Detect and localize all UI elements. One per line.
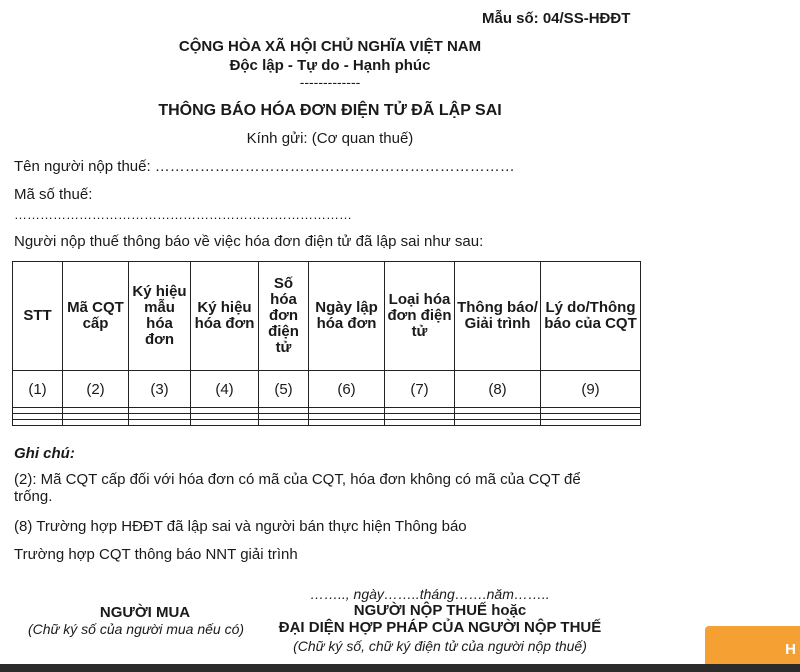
col-header-invoice-symbol: Ký hiệu hóa đơn <box>191 262 259 371</box>
table-cell <box>63 420 129 426</box>
table-cell <box>191 420 259 426</box>
table-header-row <box>13 262 641 371</box>
col-header-explanation: Thông báo/ Giải trình <box>455 262 541 371</box>
bottom-bar <box>0 664 800 672</box>
table-cell <box>13 420 63 426</box>
table-cell: (7) <box>385 371 455 408</box>
greeting-line: Kính gửi: (Cơ quan thuế) <box>246 130 414 147</box>
national-motto: Độc lập - Tự do - Hạnh phúc <box>229 57 431 74</box>
taxpayer-title-2: ĐẠI DIỆN HỢP PHÁP CỦA NGƯỜI NỘP THUẾ <box>278 619 602 636</box>
table-cell: (5) <box>259 371 309 408</box>
col-header-stt: STT <box>13 262 63 371</box>
table-cell <box>259 420 309 426</box>
col-header-reason: Lý do/Thông báo của CQT <box>541 262 641 371</box>
tax-code-dots: …………………………………………………………………… <box>14 207 352 222</box>
col-header-invoice-type: Loại hóa đơn điện tử <box>385 262 455 371</box>
buyer-title: NGƯỜI MUA <box>99 604 191 621</box>
note-8b: Trường hợp CQT thông báo NNT giải trình <box>14 546 298 563</box>
note-8: (8) Trường hợp HĐĐT đã lập sai và người bán thực hiện Thông báo <box>14 518 467 535</box>
tax-code-label: Mã số thuế: <box>14 186 93 203</box>
table-cell: (9) <box>541 371 641 408</box>
notes-heading: Ghi chú: <box>14 445 75 462</box>
buyer-note: (Chữ ký số của người mua nếu có) <box>27 621 245 637</box>
table-row <box>13 420 641 426</box>
taxpayer-title-1: NGƯỜI NỘP THUẾ hoặc <box>353 602 527 619</box>
signature-date-line: …….., ngày……..tháng…….năm…….. <box>310 586 550 602</box>
table-cell: (8) <box>455 371 541 408</box>
table-row <box>13 371 641 408</box>
table-cell <box>129 420 191 426</box>
col-header-invoice-number: Số hóa đơn điện tử <box>259 262 309 371</box>
table-cell: (4) <box>191 371 259 408</box>
national-name: CỘNG HÒA XÃ HỘI CHỦ NGHĨA VIỆT NAM <box>178 38 482 55</box>
form-code: Mẫu số: 04/SS-HĐĐT <box>482 10 631 27</box>
col-header-template-symbol: Ký hiệu mẫu hóa đơn <box>129 262 191 371</box>
taxpayer-name-field: Tên người nộp thuế: ……………………………………………………………… <box>14 158 515 175</box>
table-cell: (3) <box>129 371 191 408</box>
floating-action-button[interactable]: H <box>705 626 800 672</box>
note-2: (2): Mã CQT cấp đối với hóa đơn có mã của CQT, hóa đơn không có mã của CQT để trống. <box>14 471 581 505</box>
header-divider: ------------- <box>299 74 361 90</box>
table-cell <box>385 420 455 426</box>
table-cell: (1) <box>13 371 63 408</box>
invoice-table <box>12 261 640 426</box>
document-title: THÔNG BÁO HÓA ĐƠN ĐIỆN TỬ ĐÃ LẬP SAI <box>158 102 502 119</box>
col-header-issue-date: Ngày lập hóa đơn <box>309 262 385 371</box>
table-cell <box>309 420 385 426</box>
table-cell: (6) <box>309 371 385 408</box>
table-cell <box>541 420 641 426</box>
table-cell <box>455 420 541 426</box>
taxpayer-note: (Chữ ký số, chữ ký điện tử của người nộp thuế) <box>293 638 587 654</box>
intro-text: Người nộp thuế thông báo về việc hóa đơn điện tử đã lập sai như sau: <box>14 233 484 250</box>
col-header-cqt-code: Mã CQT cấp <box>63 262 129 371</box>
table-cell: (2) <box>63 371 129 408</box>
